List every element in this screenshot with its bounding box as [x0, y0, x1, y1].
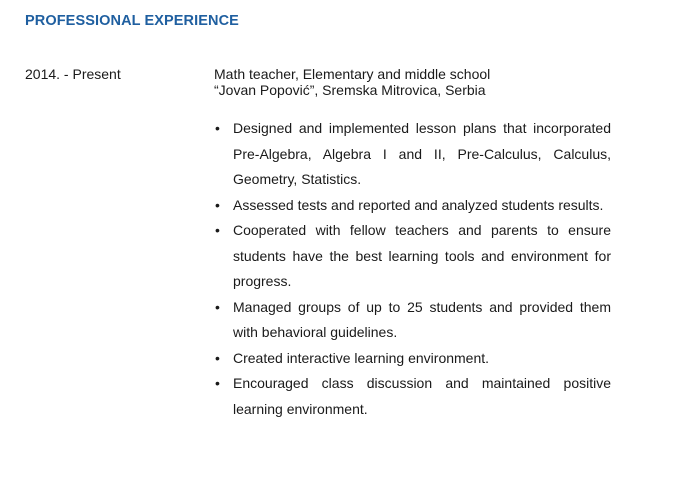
duty-text: Created interactive learning environment.	[233, 349, 490, 366]
bullet-icon: •	[215, 196, 220, 213]
duty-text: Cooperated with fellow teachers and parents to ensure students have the best learning tools and environment for progress.	[233, 222, 611, 289]
bullet-icon: •	[215, 298, 220, 315]
duty-item	[214, 193, 611, 219]
employment-dates: 2014. - Present	[25, 66, 121, 82]
bullet-icon: •	[215, 375, 220, 391]
duty-text: Assessed tests and reported and analyzed students results.	[233, 196, 604, 213]
duty-text: Designed and implemented lesson plans that incorporated Pre-Algebra, Algebra I and II, Pre-Calculus, Calculus, Geometry, Statistics.	[233, 120, 611, 187]
duties-list	[214, 116, 611, 422]
duty-item	[214, 116, 611, 193]
duty-item	[214, 371, 611, 422]
job-school: “Jovan Popović”, Sremska Mitrovica, Serbia	[214, 82, 486, 98]
job-position: Math teacher, Elementary and middle school	[214, 66, 491, 82]
duty-item	[214, 295, 611, 346]
bullet-icon: •	[215, 120, 220, 136]
job-header	[214, 66, 490, 98]
duty-text: Encouraged class discussion and maintained positive learning environment.	[233, 375, 611, 417]
bullet-icon: •	[215, 349, 220, 366]
duty-item	[214, 218, 611, 295]
section-title: PROFESSIONAL EXPERIENCE	[25, 13, 239, 29]
duty-text: Managed groups of up to 25 students and provided them with behavioral guidelines.	[233, 298, 611, 340]
duty-item	[214, 346, 611, 372]
bullet-icon: •	[215, 222, 220, 238]
